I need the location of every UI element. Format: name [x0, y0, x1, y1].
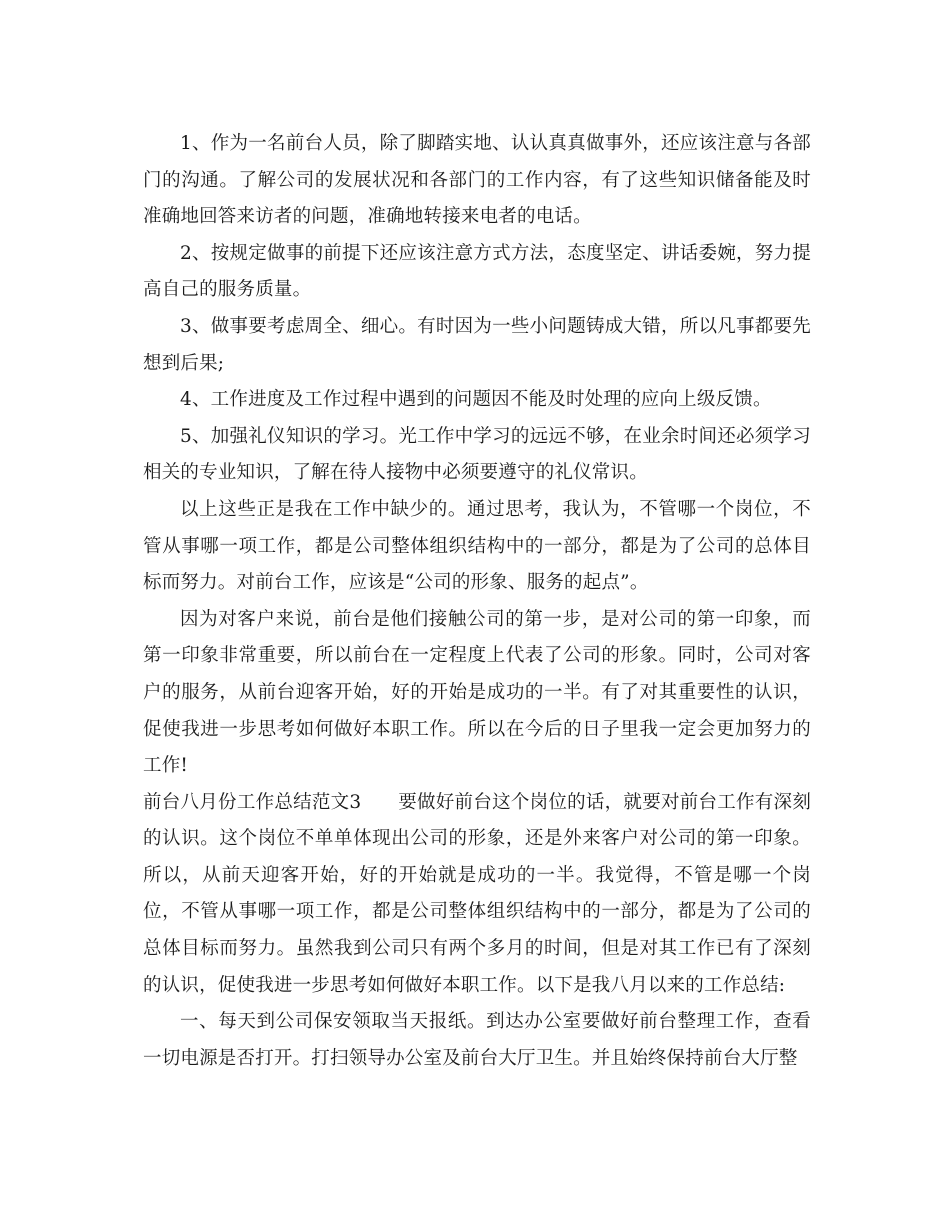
- paragraph-item-4: 4、工作进度及工作过程中遇到的问题因不能及时处理的应向上级反馈。: [180, 389, 772, 411]
- section-body: 要做好前台这个岗位的话，就要对前台工作有深刻的认识。这个岗位不单单体现出公司的形象，还是外来客户对公司的第一印象。所以，从前天迎客开始，好的开始就是成功的一半。我觉得，不管是哪一个岗位，不管从事哪一项工作，都是公司整体组织结构中的一部分，都是为了公司的总体目标而努力。虽然我到公司只有两个多月的时间，但是对其工作已有了深刻的认识，促使我进一步思考如何做好本职工作。以下是我八月以来的工作总结:: [143, 791, 812, 996]
- paragraph-customer: 因为对客户来说，前台是他们接触公司的第一步，是对公司的第一印象，而第一印象非常重要，所以前台在一定程度上代表了公司的形象。同时，公司对客户的服务，从前台迎客开始，好的开始是成功的一半。有了对其重要性的认识，促使我进一步思考如何做好本职工作。所以在今后的日子里我一定会更加努力的工作!: [143, 608, 811, 777]
- section-paragraph: [143, 785, 811, 1005]
- paragraph-item-2: 2、按规定做事的前提下还应该注意方式方法，态度坚定、讲话委婉，努力提高自己的服务质量。: [143, 242, 811, 301]
- document-body: [143, 126, 811, 1077]
- paragraph-item-5: 5、加强礼仪知识的学习。光工作中学习的远远不够，在业余时间还必须学习相关的专业知识，了解在待人接物中必须要遵守的礼仪常识。: [143, 425, 811, 484]
- paragraph-item-1: 1、作为一名前台人员，除了脚踏实地、认认真真做事外，还应该注意与各部门的沟通。了解公司的发展状况和各部门的工作内容，有了这些知识储备能及时准确地回答来访者的问题，准确地转接来电者的电话。: [143, 133, 811, 228]
- section-title: 前台八月份工作总结范文3: [143, 791, 362, 813]
- paragraph-summary: 以上这些正是我在工作中缺少的。通过思考，我认为，不管哪一个岗位，不管从事哪一项工作，都是公司整体组织结构中的一部分，都是为了公司的总体目标而努力。对前台工作，应该是“公司的形象、服务的起点”。: [143, 498, 811, 594]
- paragraph-item-3: 3、做事要考虑周全、细心。有时因为一些小问题铸成大错，所以凡事都要先想到后果;: [143, 315, 811, 374]
- paragraph-daily-work: 一、每天到公司保安领取当天报纸。到达办公室要做好前台整理工作，查看一切电源是否打开。打扫领导办公室及前台大厅卫生。并且始终保持前台大厅整: [143, 1011, 811, 1069]
- title-gap: [361, 792, 398, 813]
